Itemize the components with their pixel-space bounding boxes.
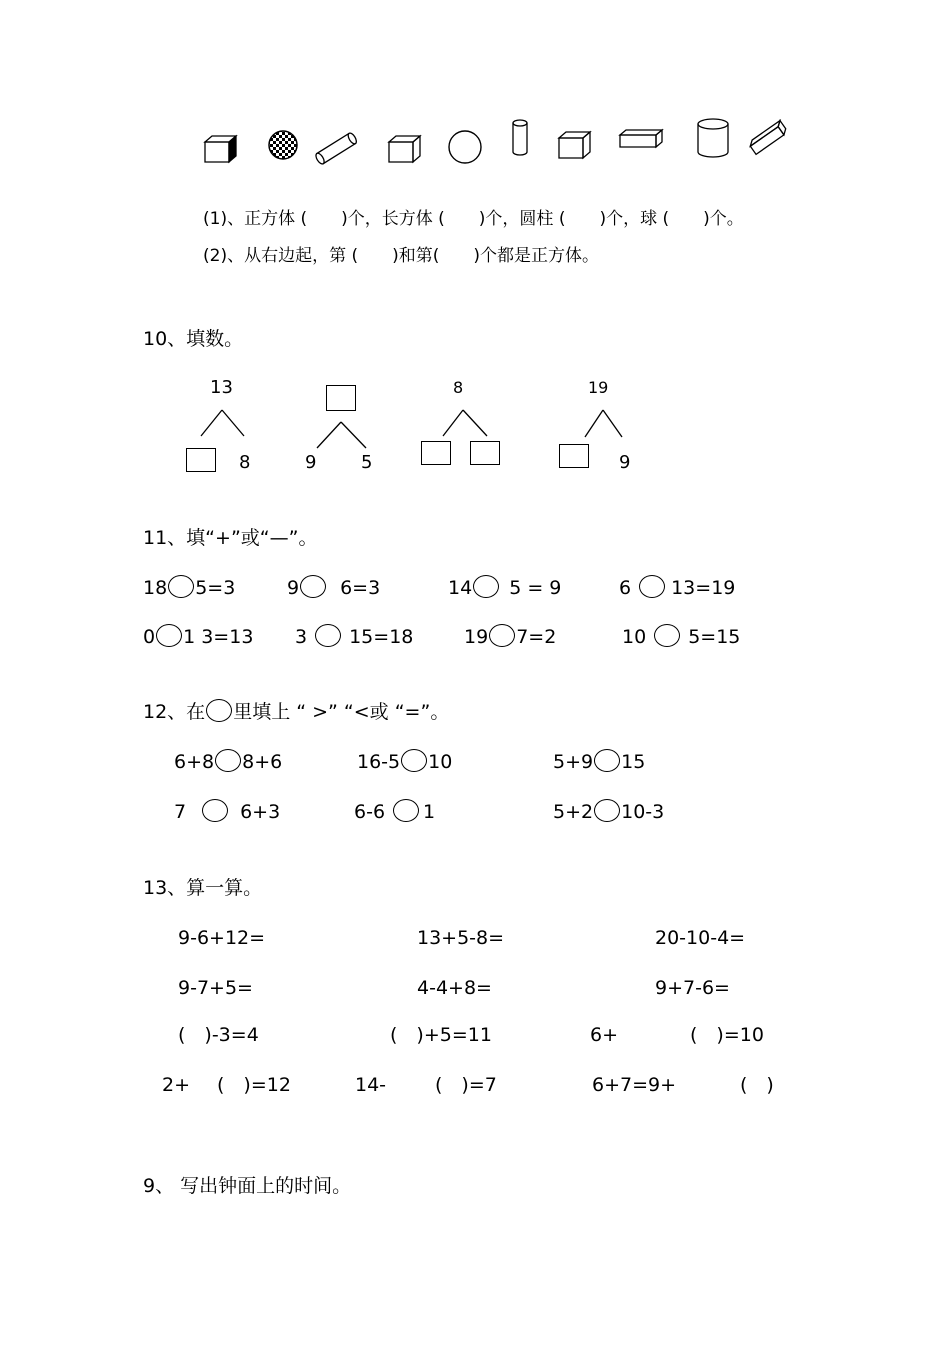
answer-circle[interactable] (168, 575, 194, 598)
q11-item-4: 6 13=19 (619, 577, 736, 599)
q11-item-6: 3 15=18 (295, 626, 414, 648)
q11-item-1: 18 5=3 (143, 577, 236, 599)
q11-item-3: 14 5 = 9 (448, 577, 562, 599)
bond-2-left: 9 (305, 452, 317, 473)
answer-circle[interactable] (489, 624, 515, 647)
answer-circle[interactable] (594, 749, 620, 772)
q13-expr: 20-10-4= (655, 927, 746, 949)
answer-circle[interactable] (393, 799, 419, 822)
bond-1-left-box[interactable] (186, 448, 216, 472)
q13-expr: 2+ (162, 1074, 191, 1096)
q12-item-4: 7 6+3 (174, 801, 281, 823)
answer-circle[interactable] (594, 799, 620, 822)
answer-circle[interactable] (300, 575, 326, 598)
q13-expr: 9-7+5= (178, 977, 253, 999)
answer-circle[interactable] (156, 624, 182, 647)
q13-expr: 9-6+12= (178, 927, 266, 949)
q11-item-2: 9 6=3 (287, 577, 381, 599)
circle-symbol-icon (206, 699, 232, 722)
q13-expr: 13+5-8= (417, 927, 505, 949)
q13-expr: ( )=10 (690, 1024, 764, 1046)
q12-title: 12、在 里填上 “ >” “<或 “=”。 (143, 701, 450, 723)
q11-item-8: 10 5=15 (622, 626, 741, 648)
bond-2-right: 5 (361, 452, 373, 473)
q9-title: 9、 写出钟面上的时间。 (143, 1175, 352, 1197)
q11-item-7: 19 7=2 (464, 626, 557, 648)
bond-4-right: 9 (619, 452, 631, 473)
q12-item-1: 6+8 8+6 (174, 751, 283, 773)
answer-circle[interactable] (654, 624, 680, 647)
answer-circle[interactable] (215, 749, 241, 772)
bond-2-top-box[interactable] (326, 385, 356, 411)
answer-circle[interactable] (639, 575, 665, 598)
q13-expr: 4-4+8= (417, 977, 492, 999)
answer-circle[interactable] (401, 749, 427, 772)
answer-circle[interactable] (473, 575, 499, 598)
q11-item-5: 0 1 3=13 (143, 626, 254, 648)
q9-sub-line2: (2)、从右边起，第 ( )和第( )个都是正方体。 (203, 246, 600, 266)
bond-3-left-box[interactable] (421, 441, 451, 465)
bond-1-right: 8 (239, 452, 251, 473)
q12-item-6: 5+2 10-3 (553, 801, 665, 823)
q13-expr: ( ) (740, 1074, 774, 1096)
answer-circle[interactable] (202, 799, 228, 822)
q11-title: 11、填“+”或“—”。 (143, 527, 318, 549)
q13-expr: 6+7=9+ (592, 1074, 677, 1096)
q13-title: 13、算一算。 (143, 877, 263, 899)
q13-expr: ( )-3=4 (178, 1024, 259, 1046)
bond-4-left-box[interactable] (559, 444, 589, 468)
q13-expr: 14- (355, 1074, 387, 1096)
q13-expr: ( )=12 (217, 1074, 291, 1096)
q10-title: 10、填数。 (143, 328, 244, 350)
q13-expr: 6+ (590, 1024, 619, 1046)
bond-3-right-box[interactable] (470, 441, 500, 465)
bond-4-top: 19 (588, 378, 609, 397)
q13-expr: ( )+5=11 (390, 1024, 492, 1046)
bond-3-top: 8 (453, 378, 464, 397)
bond-1-top: 13 (210, 377, 233, 398)
answer-circle[interactable] (315, 624, 341, 647)
q13-expr: ( )=7 (435, 1074, 497, 1096)
q13-expr: 9+7-6= (655, 977, 730, 999)
q12-item-3: 5+9 15 (553, 751, 646, 773)
q12-item-5: 6-6 1 (354, 801, 436, 823)
q9-sub-line1: (1)、正方体 ( )个，长方体 ( )个，圆柱 ( )个，球 ( )个。 (203, 209, 744, 229)
q12-item-2: 16-5 10 (357, 751, 453, 773)
